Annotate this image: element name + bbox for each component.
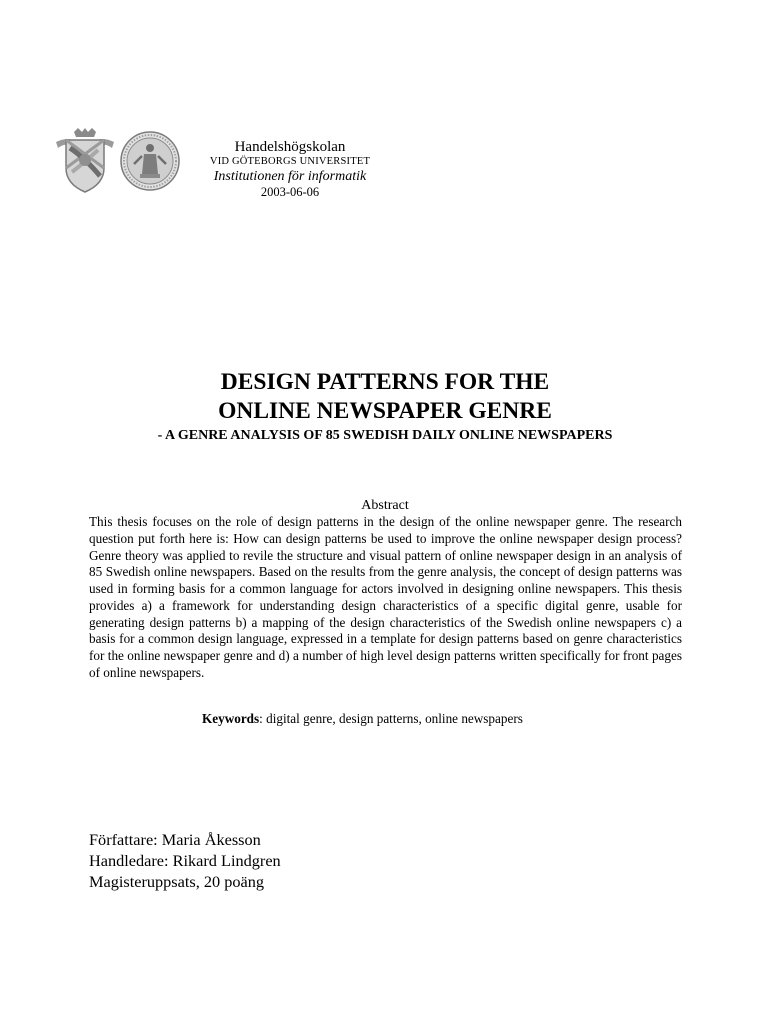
keywords-label: Keywords: [202, 711, 260, 726]
university-seal: [120, 130, 180, 192]
keywords-value: digital genre, design patterns, online newspapers: [266, 711, 523, 726]
institution-name: Institutionen för informatik: [213, 168, 367, 184]
document-date: 2003-06-06: [260, 185, 320, 200]
supervisor-line: Handledare: Rikard Lindgren: [89, 851, 281, 870]
keywords-separator: :: [259, 711, 267, 726]
title-block: [40, 368, 730, 444]
thesis-type-line: Magisteruppsats, 20 poäng: [89, 872, 264, 891]
handelshogskolan-emblem: [52, 128, 118, 194]
school-name: Handelshögskolan: [234, 139, 346, 155]
subtitle: - A GENRE ANALYSIS OF 85 SWEDISH DAILY ONLINE NEWSPAPERS: [157, 428, 613, 443]
keywords: [202, 711, 523, 727]
abstract-text: This thesis focuses on the role of design patterns in the design of the online newspaper genre. The research question put forth here is: How can design patterns be used to improve the online newspaper design process? Genre theory was applied to revile the structure and visual pattern of online newspaper design in an analysis of 85 Swedish online newspapers. Based on the results from the genre analysis, the concept of design patterns was used in forming basis for a common language for actors involved in designing online newspapers. This thesis provides a) a framework for understanding design characteristics of a specific digital genre, usable for generating design patterns b) a mapping of the design characteristics of the Swedish online newspapers c) a basis for a common design language, expressed in a template for design patterns based on genre characteristics for the online newspaper genre and d) a number of high level design patterns written specifically for front pages of online newspapers.: [89, 514, 682, 680]
university-name: VID GÖTEBORGS UNIVERSITET: [209, 156, 371, 167]
logos: [52, 128, 182, 194]
credits: [89, 829, 281, 892]
author-line: Författare: Maria Åkesson: [89, 830, 261, 849]
title-line-2: ONLINE NEWSPAPER GENRE: [218, 398, 552, 424]
title-line-1: DESIGN PATTERNS FOR THE: [220, 369, 550, 395]
institution-header: [190, 138, 390, 200]
abstract-heading: Abstract: [361, 498, 409, 513]
